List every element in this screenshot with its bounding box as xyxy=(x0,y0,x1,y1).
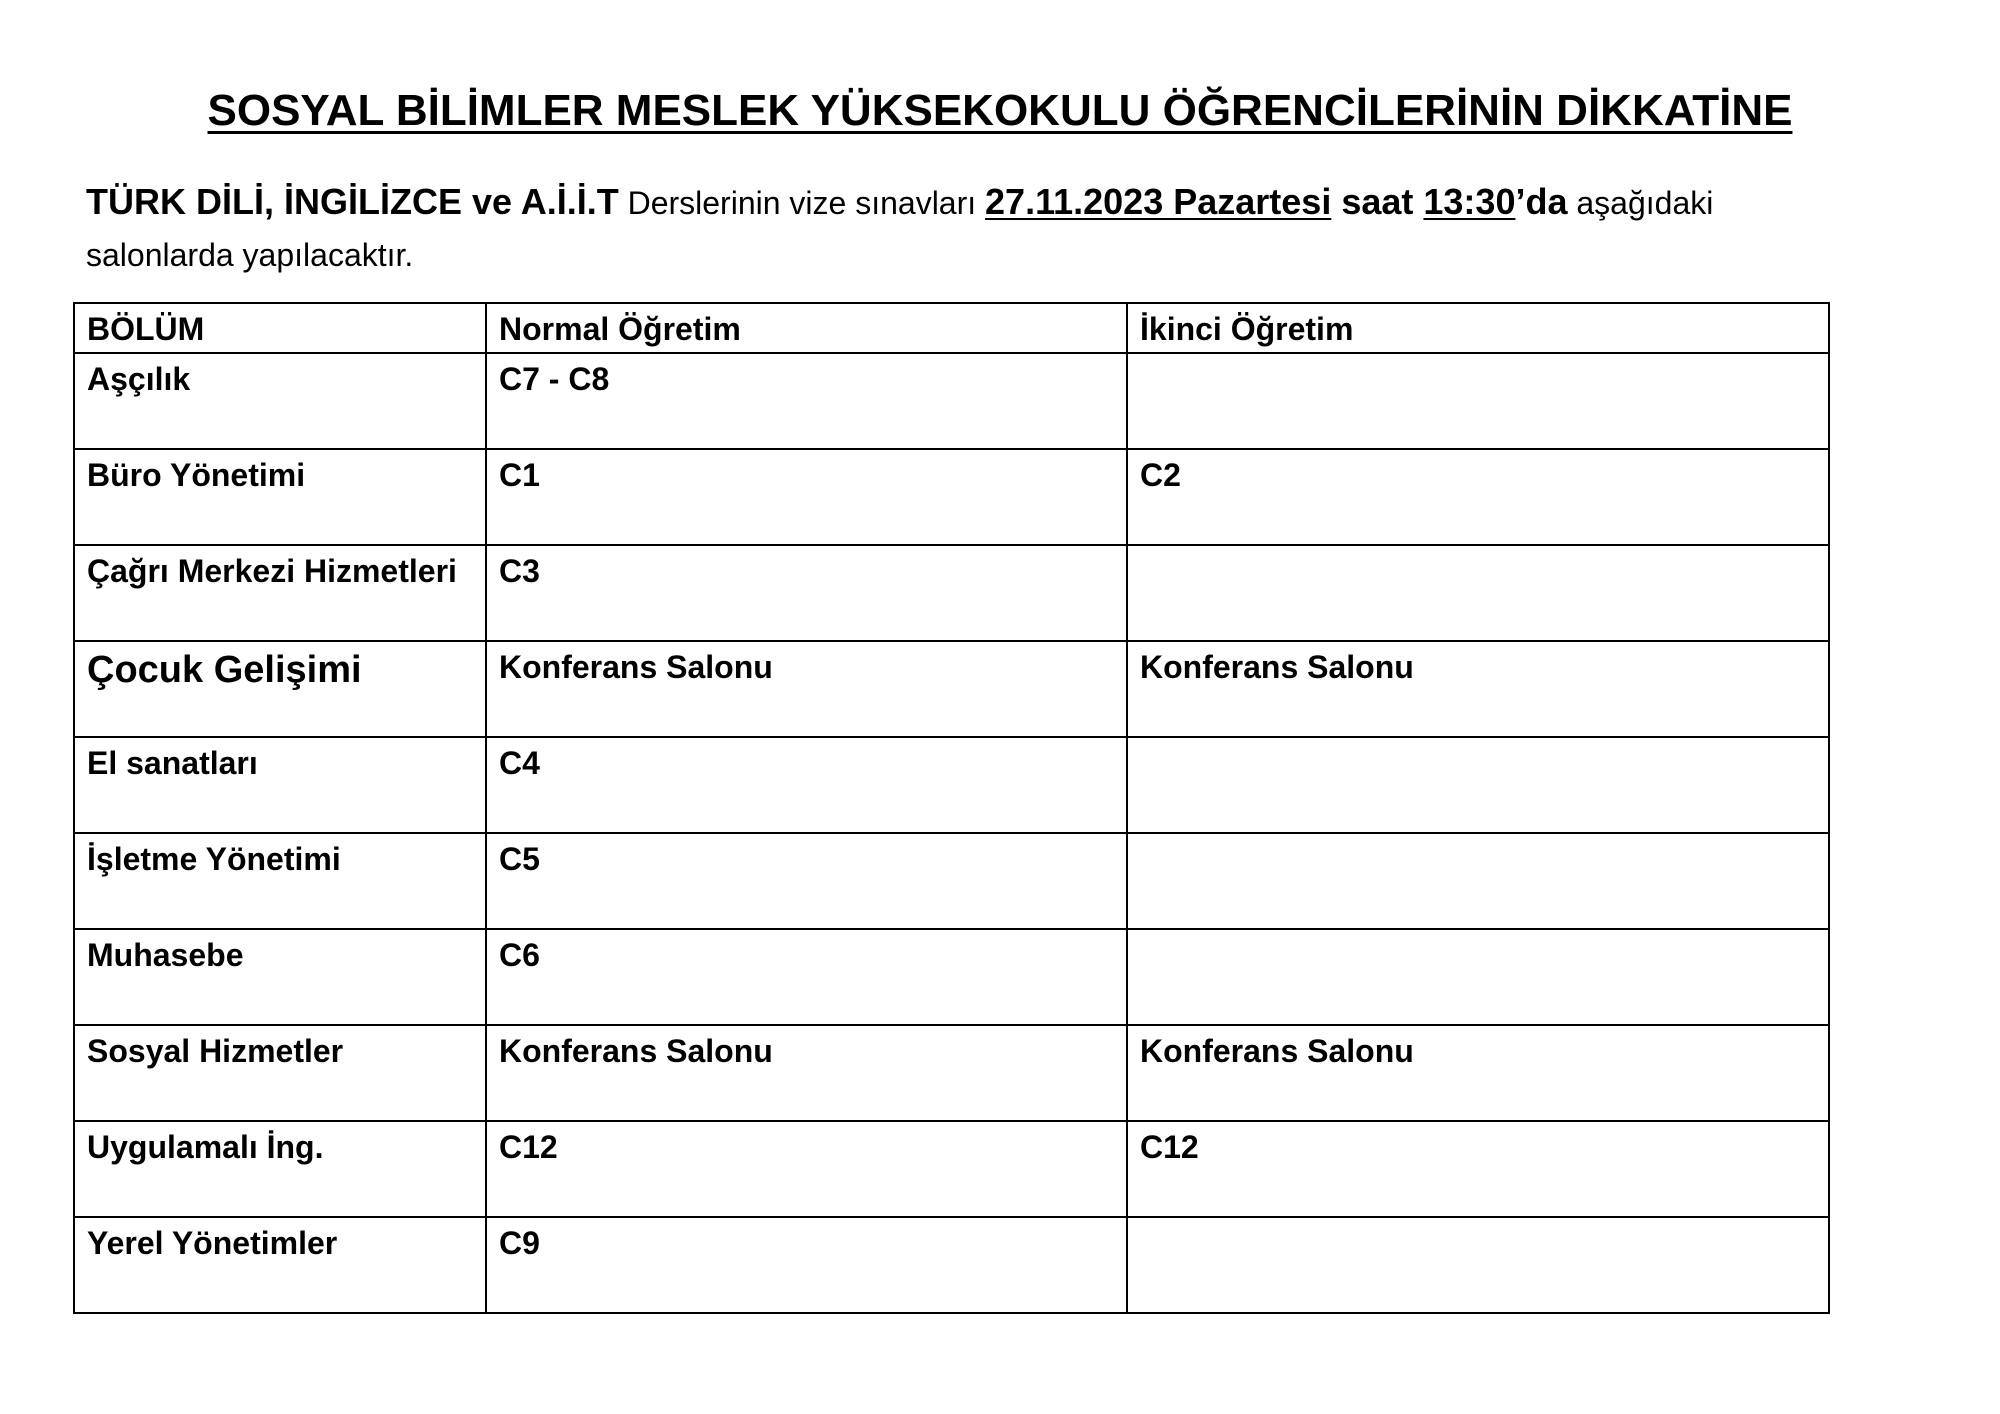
cell-bolum: Çocuk Gelişimi xyxy=(74,641,486,737)
table-row xyxy=(74,833,1829,929)
intro-text-3: aşağıdaki salonlarda yapılacaktır. xyxy=(86,185,1714,273)
cell-bolum: Büro Yönetimi xyxy=(74,449,486,545)
table-row xyxy=(74,641,1829,737)
exam-rooms-table xyxy=(73,302,1830,1314)
cell-ikinci xyxy=(1127,737,1829,833)
cell-ikinci: C12 xyxy=(1127,1121,1829,1217)
cell-ikinci: C2 xyxy=(1127,449,1829,545)
cell-bolum: Aşçılık xyxy=(74,353,486,449)
intro-time: 13:30 xyxy=(1423,181,1516,222)
cell-ikinci: Konferans Salonu xyxy=(1127,1025,1829,1121)
table-row xyxy=(74,449,1829,545)
intro-courses: TÜRK DİLİ, İNGİLİZCE ve A.İ.İ.T xyxy=(86,181,619,222)
table-row xyxy=(74,929,1829,1025)
intro-text-1: Derslerinin vize sınavları xyxy=(618,185,986,221)
cell-bolum: Muhasebe xyxy=(74,929,486,1025)
table-row xyxy=(74,737,1829,833)
cell-ikinci xyxy=(1127,1217,1829,1313)
cell-bolum: Sosyal Hizmetler xyxy=(74,1025,486,1121)
intro-suffix: ’da xyxy=(1515,181,1568,222)
table-row xyxy=(74,1025,1829,1121)
cell-ikinci xyxy=(1127,833,1829,929)
table-row xyxy=(74,1121,1829,1217)
cell-ikinci xyxy=(1127,545,1829,641)
cell-normal: Konferans Salonu xyxy=(486,1025,1127,1121)
page-title-text: SOSYAL BİLİMLER MESLEK YÜKSEKOKULU ÖĞRENCİLERİNİN DİKKATİNE xyxy=(207,86,1793,135)
cell-ikinci xyxy=(1127,929,1829,1025)
cell-normal: C6 xyxy=(486,929,1127,1025)
cell-bolum: Uygulamalı İng. xyxy=(74,1121,486,1217)
cell-normal: C9 xyxy=(486,1217,1127,1313)
cell-normal: C4 xyxy=(486,737,1127,833)
header-bolum: BÖLÜM xyxy=(74,303,486,353)
cell-normal: C12 xyxy=(486,1121,1127,1217)
cell-bolum: İşletme Yönetimi xyxy=(74,833,486,929)
intro-paragraph xyxy=(86,176,1846,281)
intro-date: 27.11.2023 Pazartesi xyxy=(985,181,1332,222)
cell-normal: C5 xyxy=(486,833,1127,929)
table-row xyxy=(74,1217,1829,1313)
table-header-row xyxy=(74,303,1829,353)
header-ikinci-ogretim: İkinci Öğretim xyxy=(1127,303,1829,353)
cell-bolum: Yerel Yönetimler xyxy=(74,1217,486,1313)
cell-bolum: Çağrı Merkezi Hizmetleri xyxy=(74,545,486,641)
cell-normal: C1 xyxy=(486,449,1127,545)
table-row xyxy=(74,353,1829,449)
cell-normal: C7 - C8 xyxy=(486,353,1127,449)
table-row xyxy=(74,545,1829,641)
cell-normal: Konferans Salonu xyxy=(486,641,1127,737)
cell-ikinci: Konferans Salonu xyxy=(1127,641,1829,737)
cell-ikinci xyxy=(1127,353,1829,449)
header-normal-ogretim: Normal Öğretim xyxy=(486,303,1127,353)
cell-normal: C3 xyxy=(486,545,1127,641)
intro-text-2: saat xyxy=(1331,181,1424,222)
page-title xyxy=(0,86,2000,136)
cell-bolum: El sanatları xyxy=(74,737,486,833)
